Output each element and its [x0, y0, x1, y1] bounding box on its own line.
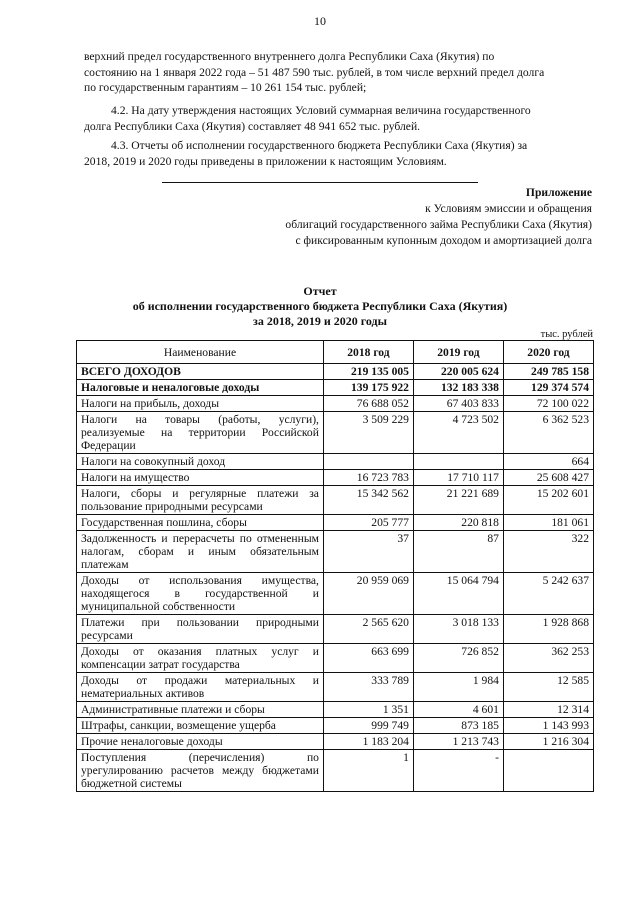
value-2020: 6 362 523	[503, 412, 593, 454]
row-name: Поступления (перечисления) по урегулированию расчетов между бюджетами бюджетной системы	[77, 750, 324, 792]
row-name: Штрафы, санкции, возмещение ущерба	[77, 718, 324, 734]
table-row	[77, 531, 594, 573]
value-2018: 219 135 005	[323, 364, 413, 380]
value-2020: 129 374 574	[503, 380, 593, 396]
appendix-line: облигаций государственного займа Республики Саха (Якутия)	[285, 218, 592, 231]
value-2019: 1 984	[413, 673, 503, 702]
row-name: Налоговые и неналоговые доходы	[77, 380, 324, 396]
value-2018: 37	[323, 531, 413, 573]
table-row	[77, 718, 594, 734]
table-row	[77, 750, 594, 792]
value-2020: 12 314	[503, 702, 593, 718]
units-label: тыс. рублей	[540, 329, 593, 340]
value-2019	[413, 454, 503, 470]
report-title	[0, 284, 640, 329]
value-2018: 16 723 783	[323, 470, 413, 486]
table-row	[77, 380, 594, 396]
appendix-title: Приложение	[525, 186, 592, 199]
row-name: Доходы от продажи материальных и нематериальных активов	[77, 673, 324, 702]
header-2019: 2019 год	[413, 341, 503, 364]
value-2020: 1 216 304	[503, 734, 593, 750]
row-name: Налоги на прибыль, доходы	[77, 396, 324, 412]
paragraph-4-2	[84, 103, 594, 134]
value-2019: 220 818	[413, 515, 503, 531]
value-2019: 220 005 624	[413, 364, 503, 380]
paragraph-debt-limit	[84, 49, 594, 96]
report-title-line: Отчет	[303, 284, 337, 298]
value-2019: -	[413, 750, 503, 792]
appendix-line: с фиксированным купонным доходом и амортизацией долга	[295, 234, 592, 247]
value-2018: 999 749	[323, 718, 413, 734]
header-name: Наименование	[77, 341, 324, 364]
table-row	[77, 734, 594, 750]
table-row	[77, 702, 594, 718]
value-2020: 25 608 427	[503, 470, 593, 486]
row-name: Доходы от использования имущества, находящегося в государственной и муниципальной собственности	[77, 573, 324, 615]
table-row	[77, 412, 594, 454]
value-2018: 20 959 069	[323, 573, 413, 615]
row-name: Налоги, сборы и регулярные платежи за пользование природными ресурсами	[77, 486, 324, 515]
text-line: 4.2. На дату утверждения настоящих Условий суммарная величина государственного	[111, 104, 531, 117]
report-title-line: за 2018, 2019 и 2020 годы	[253, 314, 387, 328]
value-2020: 5 242 637	[503, 573, 593, 615]
table-header-row	[77, 341, 594, 364]
text-line: 4.3. Отчеты об исполнении государственного бюджета Республики Саха (Якутия) за	[111, 139, 528, 152]
value-2018	[323, 454, 413, 470]
value-2020: 72 100 022	[503, 396, 593, 412]
table-row	[77, 364, 594, 380]
value-2020: 322	[503, 531, 593, 573]
header-2018: 2018 год	[323, 341, 413, 364]
value-2019: 15 064 794	[413, 573, 503, 615]
value-2020: 1 928 868	[503, 615, 593, 644]
row-name: ВСЕГО ДОХОДОВ	[77, 364, 324, 380]
appendix-line: к Условиям эмиссии и обращения	[425, 202, 592, 215]
value-2019: 4 723 502	[413, 412, 503, 454]
text-line: верхний предел государственного внутреннего долга Республики Саха (Якутия) по	[84, 50, 495, 63]
table-row	[77, 396, 594, 412]
row-name: Государственная пошлина, сборы	[77, 515, 324, 531]
value-2019: 67 403 833	[413, 396, 503, 412]
report-title-line: об исполнении государственного бюджета Республики Саха (Якутия)	[132, 299, 508, 313]
appendix-header	[285, 185, 592, 249]
value-2019: 87	[413, 531, 503, 573]
value-2020: 12 585	[503, 673, 593, 702]
header-2020: 2020 год	[503, 341, 593, 364]
value-2019: 17 710 117	[413, 470, 503, 486]
value-2018: 3 509 229	[323, 412, 413, 454]
value-2020: 362 253	[503, 644, 593, 673]
row-name: Задолженность и перерасчеты по отмененным налогам, сборам и иным обязательным платежам	[77, 531, 324, 573]
table-row	[77, 615, 594, 644]
value-2019: 21 221 689	[413, 486, 503, 515]
value-2019: 132 183 338	[413, 380, 503, 396]
row-name: Платежи при пользовании природными ресурсами	[77, 615, 324, 644]
text-line: состоянию на 1 января 2022 года – 51 487 590 тыс. рублей, в том числе верхний предел долга	[84, 65, 545, 79]
row-name: Налоги на имущество	[77, 470, 324, 486]
paragraph-4-3	[84, 138, 594, 169]
value-2020: 181 061	[503, 515, 593, 531]
text-line: по государственным гарантиям – 10 261 154 тыс. рублей;	[84, 81, 367, 94]
value-2020: 1 143 993	[503, 718, 593, 734]
value-2018: 2 565 620	[323, 615, 413, 644]
row-name: Прочие неналоговые доходы	[77, 734, 324, 750]
value-2018: 139 175 922	[323, 380, 413, 396]
value-2019: 4 601	[413, 702, 503, 718]
row-name: Доходы от оказания платных услуг и компенсации затрат государства	[77, 644, 324, 673]
value-2018: 1 183 204	[323, 734, 413, 750]
separator-line	[162, 182, 478, 183]
value-2020: 15 202 601	[503, 486, 593, 515]
table-row	[77, 470, 594, 486]
value-2018: 1	[323, 750, 413, 792]
budget-report-table	[76, 340, 594, 792]
value-2018: 76 688 052	[323, 396, 413, 412]
text-line: долга Республики Саха (Якутия) составляет 48 941 652 тыс. рублей.	[84, 119, 421, 133]
value-2019: 873 185	[413, 718, 503, 734]
row-name: Административные платежи и сборы	[77, 702, 324, 718]
value-2019: 3 018 133	[413, 615, 503, 644]
value-2019: 1 213 743	[413, 734, 503, 750]
row-name: Налоги на товары (работы, услуги), реализуемые на территории Российской Федерации	[77, 412, 324, 454]
table-row	[77, 644, 594, 673]
row-name: Налоги на совокупный доход	[77, 454, 324, 470]
table-row	[77, 454, 594, 470]
value-2020: 249 785 158	[503, 364, 593, 380]
table-row	[77, 573, 594, 615]
value-2018: 663 699	[323, 644, 413, 673]
value-2018: 1 351	[323, 702, 413, 718]
table-row	[77, 486, 594, 515]
value-2018: 205 777	[323, 515, 413, 531]
table-row	[77, 515, 594, 531]
value-2018: 333 789	[323, 673, 413, 702]
page-number: 10	[314, 14, 326, 28]
value-2020: 664	[503, 454, 593, 470]
value-2019: 726 852	[413, 644, 503, 673]
text-line: 2018, 2019 и 2020 годы приведены в приложении к настоящим Условиям.	[84, 154, 447, 168]
value-2020	[503, 750, 593, 792]
table-row	[77, 673, 594, 702]
value-2018: 15 342 562	[323, 486, 413, 515]
